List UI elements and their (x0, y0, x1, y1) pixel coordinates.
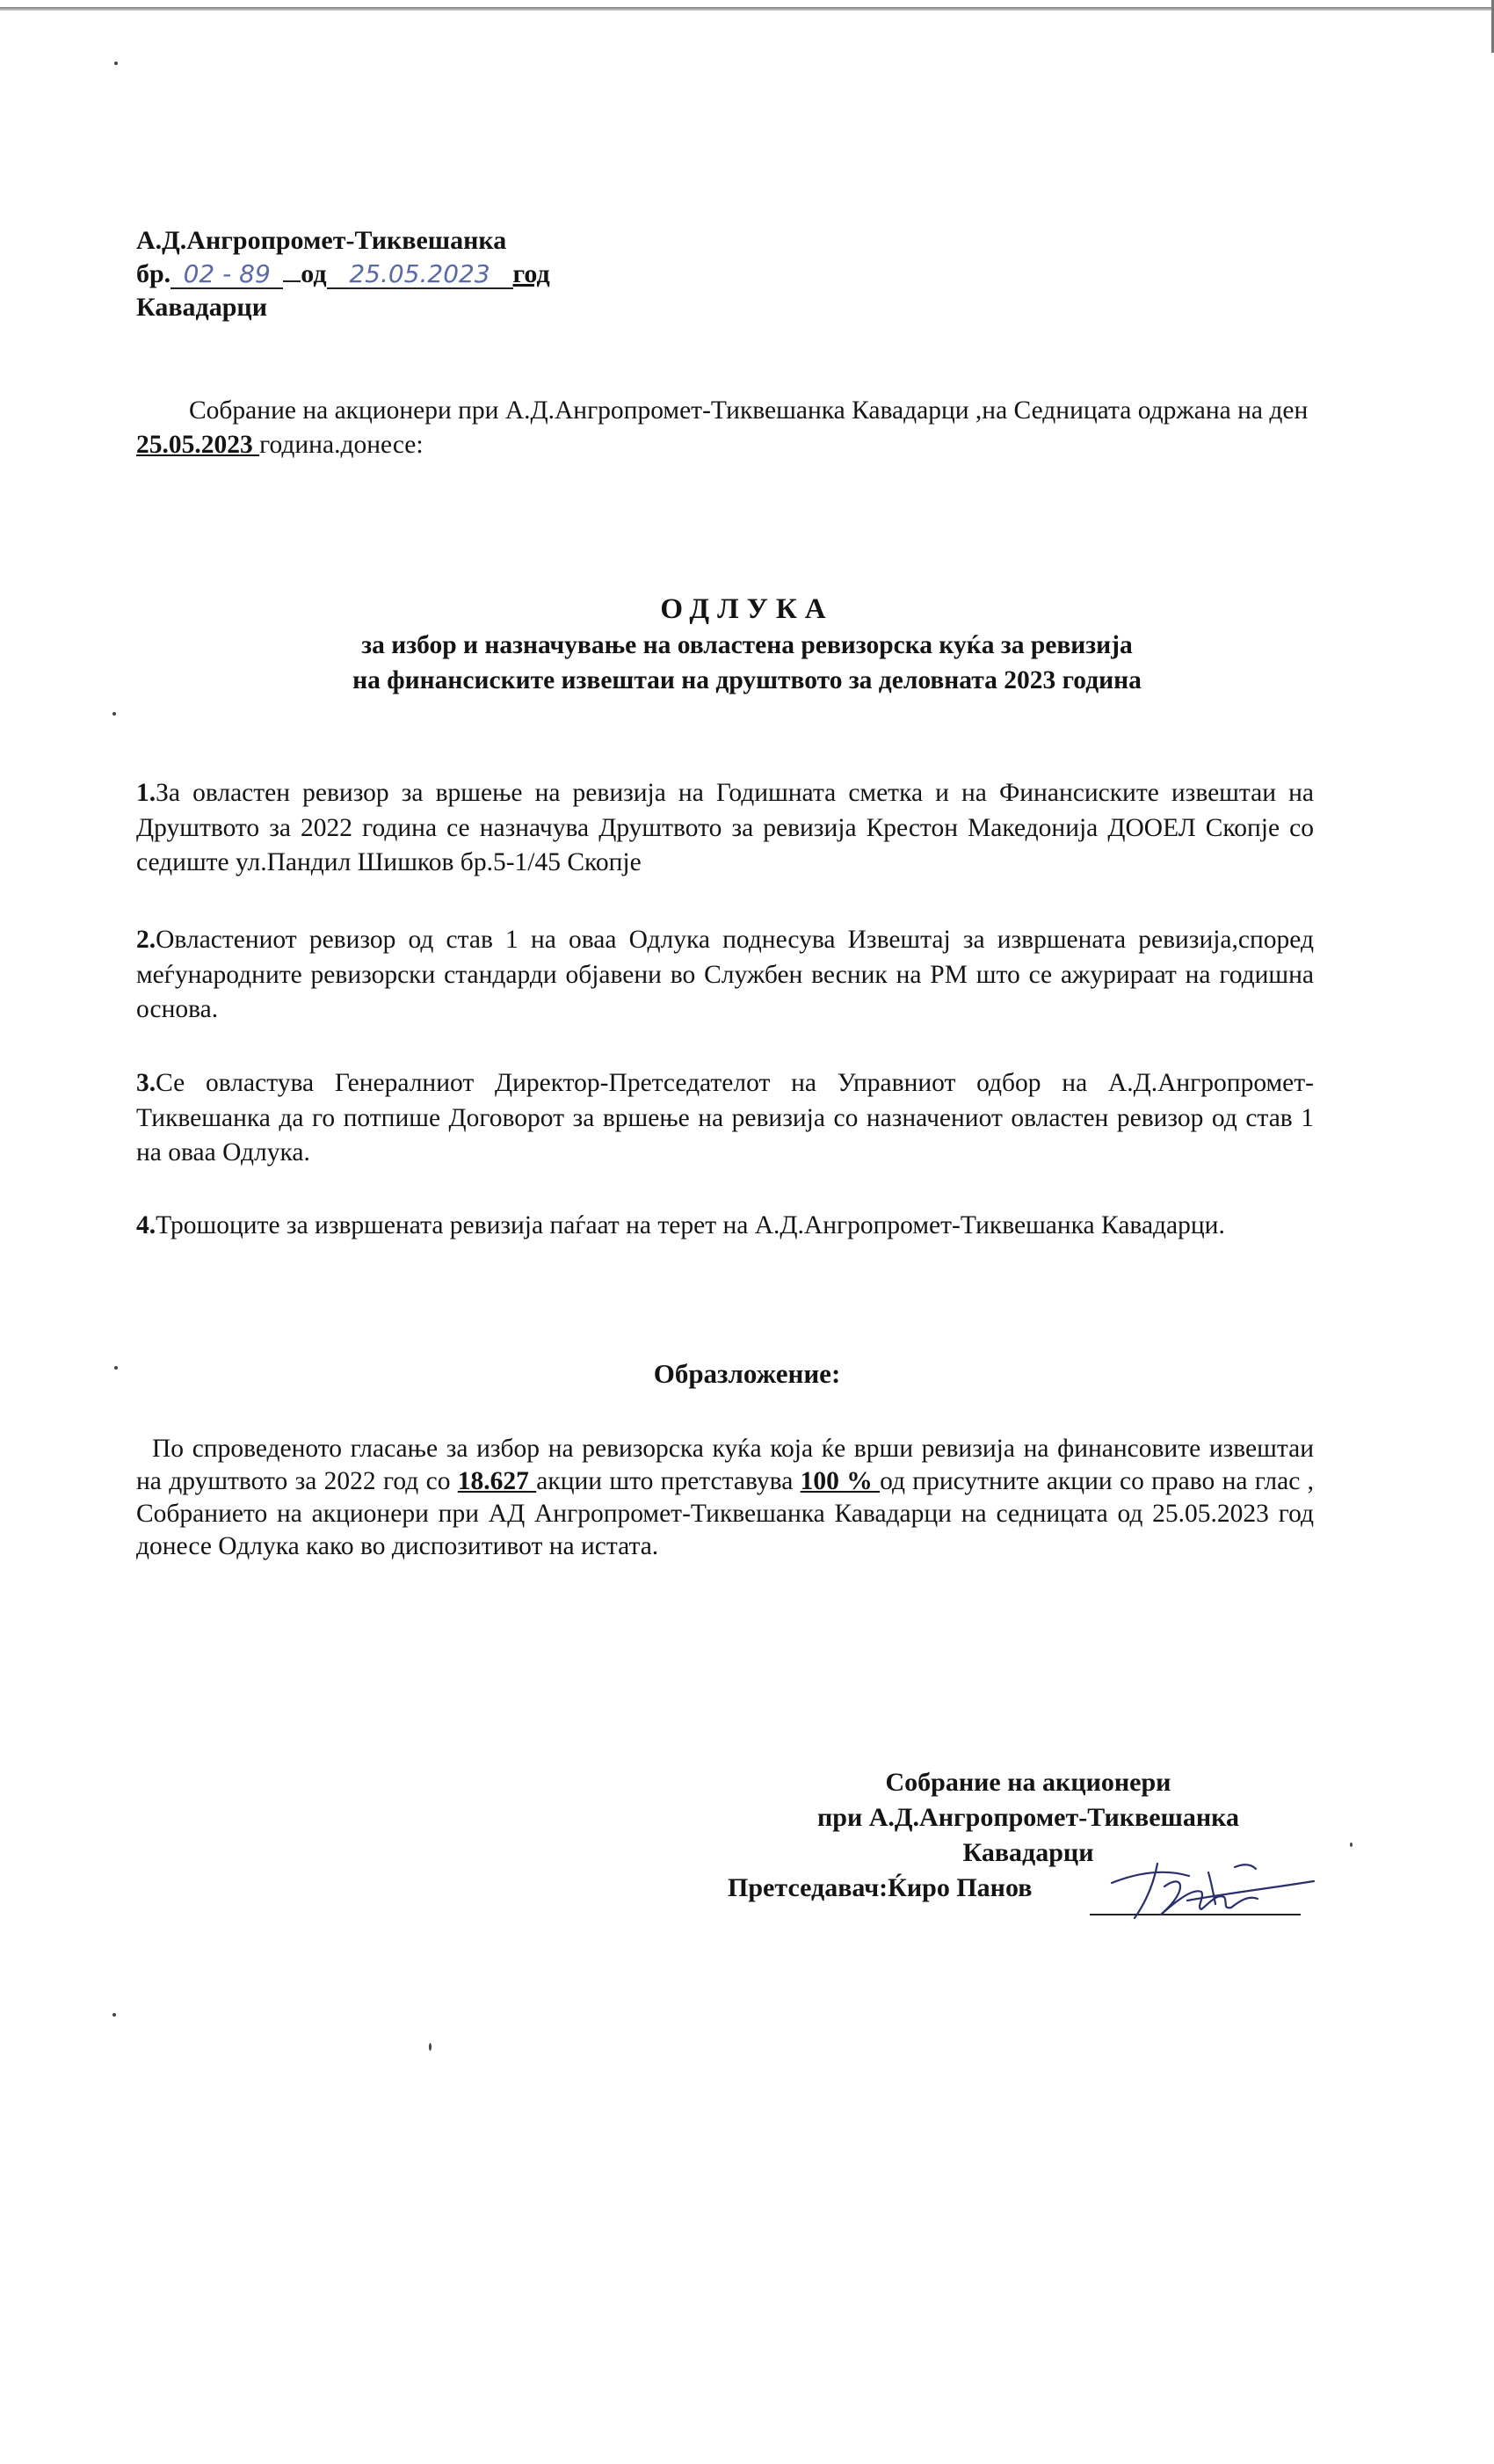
scan-speck (429, 2043, 432, 2051)
handwritten-date: 25.05.2023 (327, 261, 513, 289)
intro-text-before: Собрание на акционери при А.Д.Ангропромет-Тиквешанка Кавадарци ,на Седницата одржана на ден (189, 396, 1309, 425)
signature-line-1: Собрание на акционери (885, 1768, 1171, 1797)
decision-subtitle-1: за избор и назначување на овластена ревизорска куќа за ревизија (361, 631, 1133, 659)
item-text: Се овластува Генералниот Директор-Претседателот на Управниот одбор на А.Д.Ангропромет-Тиквешанка да го потпише Договорот за вршење на ревизија со назначениот овластен ревизор од став 1 на оваа Одлука. (136, 1069, 1314, 1167)
explanation-title: Образложение: (653, 1358, 841, 1389)
scan-speck (112, 2013, 116, 2017)
registry-line (136, 258, 550, 291)
decision-title-block (0, 591, 1494, 698)
date-prefix: од (301, 259, 327, 288)
number-prefix: бр. (136, 259, 171, 288)
decision-item (136, 1066, 1314, 1171)
item-number: 4. (136, 1211, 156, 1239)
intro-text-after: година.донесе: (259, 431, 424, 459)
intro-paragraph (136, 394, 1314, 462)
city-name: Кавадарци (136, 293, 267, 322)
scan-edge (0, 7, 1494, 11)
meeting-date: 25.05.2023 (136, 431, 260, 459)
explanation-text-1: По спроведеното гласање за избор на ревизорска куќа која ќе врши ревизија на финансовите извештаи на друштвото за 2022 год со (136, 1435, 1314, 1495)
item-text: Трошоците за извршената ревизија паѓаат на терет на А.Д.Ангропромет-Тиквешанка Кавадарци. (156, 1211, 1225, 1239)
explanation-text-3: од присутните акции со право на глас , Собранието на акционери при АД Ангропромет-Тиквешанка Кавадарци на седницата од 25.05.2023 год донесе Одлука како во диспозитивот на истата. (136, 1467, 1315, 1560)
item-number: 3. (136, 1069, 156, 1097)
item-text: За овластен ревизор за вршење на ревизија на Годишната сметка и на Финансиските извештаи на Друштвото за 2022 година се назначува Друштвото за ревизија Крестон Македонија ДООЕЛ Скопје со седиште ул.Пандил Шишков бр.5-1/45 Скопје (136, 779, 1314, 876)
document-header (136, 224, 550, 324)
decision-subtitle-2: на финансиските извештаи на друштвото за деловната 2023 година (352, 666, 1142, 694)
scan-speck (1350, 1843, 1353, 1847)
shares-count: 18.627 (457, 1467, 537, 1495)
explanation-text-2: акции што претставува (536, 1467, 801, 1495)
handwritten-signature (1103, 1846, 1340, 1925)
item-number: 2. (136, 926, 156, 954)
signature-line-3: Кавадарци (962, 1838, 1094, 1867)
decision-item (136, 923, 1314, 1028)
signature-line-2: при А.Д.Ангропромет-Тиквешанка (817, 1803, 1239, 1832)
signature-line-4: Претседавач:Ќиро Панов (728, 1873, 1033, 1902)
scan-speck (112, 712, 116, 716)
scan-speck (114, 62, 118, 65)
decision-item (136, 776, 1314, 881)
date-suffix: год (512, 259, 550, 288)
decision-title: ОДЛУКА (660, 593, 834, 625)
blank-line (283, 280, 301, 282)
percent-value: 100 % (800, 1467, 881, 1495)
handwritten-number: 02 - 89 (170, 261, 283, 289)
decision-item (136, 1209, 1314, 1244)
item-number: 1. (136, 779, 156, 807)
company-name: А.Д.Ангропромет-Тиквешанка (136, 226, 507, 255)
item-text: Овластениот ревизор од став 1 на оваа Одлука поднесува Извештај за извршената ревизија,според меѓународните ревизорски стандарди објавени во Службен весник на РМ што се ажурираат на годишна основа. (136, 926, 1314, 1023)
explanation-paragraph (136, 1433, 1314, 1563)
